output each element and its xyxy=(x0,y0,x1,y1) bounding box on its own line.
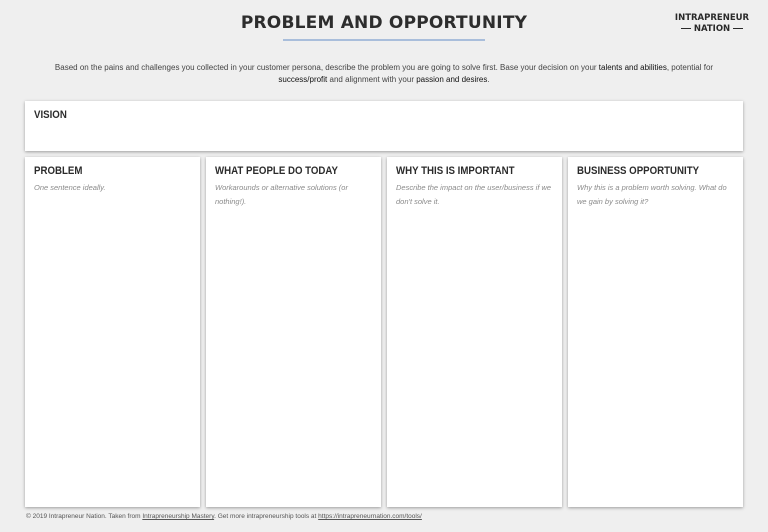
title-underline xyxy=(283,39,485,41)
footer-text-1: © 2019 Intrapreneur Nation. Taken from xyxy=(26,513,143,520)
what-people-do-today-hint: Workarounds or alternative solutions (or nothing!). xyxy=(215,183,348,206)
problem-heading: PROBLEM xyxy=(34,165,83,177)
footer xyxy=(26,513,422,520)
what-people-do-today-heading: WHAT PEOPLE DO TODAY xyxy=(215,165,338,177)
logo-line-2-wrap xyxy=(672,24,752,35)
logo-line-1: INTRAPRENEUR xyxy=(674,13,750,23)
vision-heading: VISION xyxy=(34,109,67,121)
intro-text xyxy=(30,62,738,86)
why-important-panel[interactable] xyxy=(387,157,562,507)
what-people-do-today-panel[interactable] xyxy=(206,157,381,507)
vision-panel[interactable] xyxy=(25,101,743,151)
logo xyxy=(672,13,752,35)
why-important-hint: Describe the impact on the user/business if we don't solve it. xyxy=(396,183,552,206)
intro-part-2: , potential for xyxy=(666,63,714,72)
business-opportunity-heading: BUSINESS OPPORTUNITY xyxy=(577,165,700,177)
business-opportunity-panel[interactable] xyxy=(568,157,743,507)
problem-hint: One sentence ideally. xyxy=(34,183,106,192)
logo-line-2: NATION xyxy=(693,24,731,34)
logo-dash-right xyxy=(733,28,743,29)
footer-text-2: . Get more intrapreneurship tools at xyxy=(214,513,319,520)
problem-panel[interactable] xyxy=(25,157,200,507)
intro-part-4: . xyxy=(487,75,490,84)
footer-tools-link[interactable]: https://intrapreneurnation.com/tools/ xyxy=(318,513,422,520)
page-title: PROBLEM AND OPPORTUNITY xyxy=(240,13,528,33)
intro-bold-1: talents and abilities xyxy=(598,63,667,72)
business-opportunity-hint: Why this is a problem worth solving. What do we gain by solving it? xyxy=(577,183,727,206)
intro-part-3: and alignment with your xyxy=(327,75,417,84)
intro-bold-2: success/profit xyxy=(278,75,328,84)
intro-part-1: Based on the pains and challenges you collected in your customer persona, describe the problem you are going to solve first. Base your decision on your xyxy=(54,63,599,72)
why-important-heading: WHY THIS IS IMPORTANT xyxy=(396,165,515,177)
footer-book-link[interactable]: Intrapreneurship Mastery xyxy=(142,513,215,520)
intro-bold-3: passion and desires xyxy=(416,75,488,84)
logo-dash-left xyxy=(681,28,691,29)
